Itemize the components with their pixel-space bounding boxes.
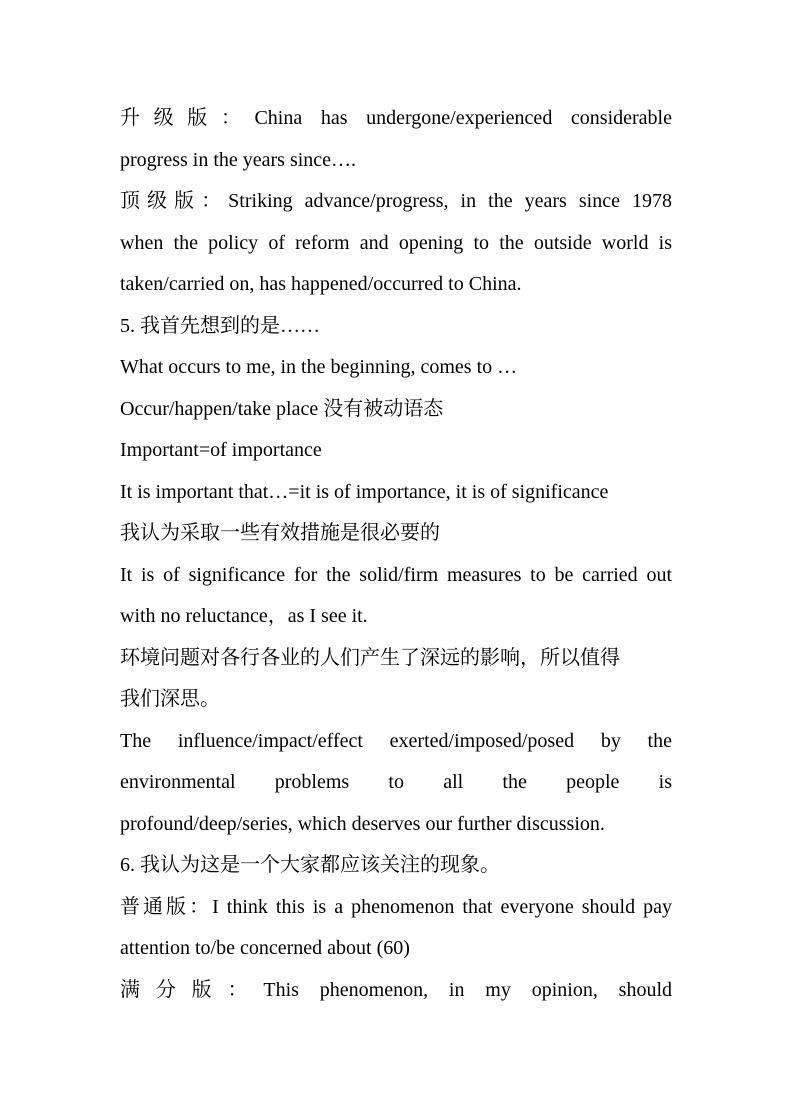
text-line: 我认为采取一些有效措施是很必要的 <box>120 522 440 544</box>
text-line: Important=of importance <box>120 439 322 461</box>
text-line: attention to/be concerned about (60) <box>120 937 410 959</box>
text-line: Occur/happen/take place 没有被动语态 <box>120 397 444 420</box>
text-line: environmental problems to all the people is <box>120 771 672 793</box>
text-line: 升级版：China has undergone/experienced considerable <box>120 107 672 129</box>
document-page <box>120 99 672 1012</box>
text-line: 我们深思。 <box>120 688 220 710</box>
section-heading-6: 6. 我认为这是一个大家都应该关注的现象。 <box>120 854 500 876</box>
text-line: 环境问题对各行各业的人们产生了深远的影响，所以值得 <box>120 646 620 669</box>
text-line: What occurs to me, in the beginning, comes to … <box>120 356 518 378</box>
text-line: profound/deep/series, which deserves our further discussion. <box>120 812 605 835</box>
text-line: with no reluctance，as I see it. <box>120 605 368 627</box>
text-line: 普通版：I think this is a phenomenon that everyone should pay <box>120 895 672 918</box>
text-line: when the policy of reform and opening to the outside world is <box>120 231 672 254</box>
text-line: It is of significance for the solid/firm measures to be carried out <box>120 563 672 586</box>
text-line: 满分版：This phenomenon, in my opinion, should <box>120 978 672 1001</box>
text-line: progress in the years since…. <box>120 148 357 171</box>
text-line: It is important that…=it is of importance, it is of significance <box>120 480 609 503</box>
section-heading-5: 5. 我首先想到的是…… <box>120 314 320 337</box>
text-line: taken/carried on, has happened/occurred to China. <box>120 273 522 295</box>
text-line: 顶级版：Striking advance/progress, in the years since 1978 <box>120 190 672 212</box>
text-line: The influence/impact/effect exerted/imposed/posed by the <box>120 729 672 752</box>
